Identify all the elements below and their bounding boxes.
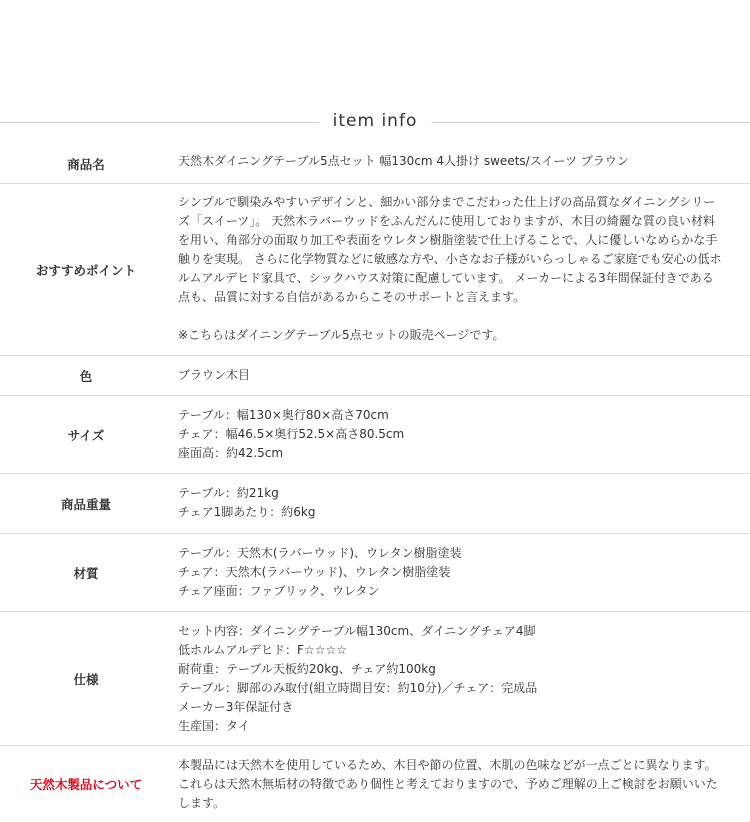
- spec-row-recommend: [0, 184, 750, 356]
- spec-row-natural-wood: [0, 746, 750, 822]
- spec-value: [172, 356, 750, 395]
- spec-value: [172, 396, 750, 473]
- spec-value: [172, 612, 750, 745]
- spec-row-material: [0, 534, 750, 612]
- value-line: ブラウン木目: [178, 368, 251, 382]
- spec-row-size: [0, 396, 750, 474]
- spec-row-specification: [0, 612, 750, 746]
- spec-value: [172, 474, 750, 533]
- spec-table: [0, 144, 750, 822]
- value-line: 天然木ダイニングテーブル5点セット 幅130cm 4人掛け sweets/スイーツ ブラウン: [178, 154, 629, 168]
- value-paragraph: 本製品には天然木を使用しているため、木目や節の位置、木肌の色味などが一点ごとに異なります。 これらは天然木無垢材の特徴であり個性と考えておりますので、予めご理解の上ご検討をお願いいたします。: [178, 758, 718, 810]
- spec-label: おすすめポイント: [35, 262, 137, 278]
- spec-label: 色: [79, 368, 93, 384]
- value-line: セット内容：ダイニングテーブル幅130cm、ダイニングチェア4脚: [178, 624, 536, 638]
- value-line: チェア1脚あたり：約6kg: [178, 505, 316, 519]
- spec-label: 商品重量: [60, 496, 111, 512]
- value-line: チェア座面：ファブリック、ウレタン: [178, 584, 380, 598]
- value-line: テーブル：幅130×奥行80×高さ70cm: [178, 408, 389, 422]
- value-line: メーカー3年保証付き: [178, 700, 294, 714]
- spec-label: サイズ: [67, 427, 105, 443]
- value-line: 耐荷重：テーブル天板約20kg、チェア約100kg: [178, 662, 436, 676]
- spec-label: 材質: [73, 565, 99, 581]
- spec-value: [172, 144, 750, 183]
- spec-value: [172, 746, 750, 822]
- section-title: item info: [319, 110, 432, 132]
- value-line: チェア：天然木(ラバーウッド)、ウレタン樹脂塗装: [178, 565, 451, 579]
- spec-row-weight: [0, 474, 750, 534]
- value-line: 座面高：約42.5cm: [178, 446, 284, 460]
- spec-value: [172, 184, 750, 355]
- spec-value: [172, 534, 750, 611]
- spec-row-product-name: [0, 144, 750, 184]
- value-line: テーブル：脚部のみ取付(組立時間目安：約10分)／チェア：完成品: [178, 681, 538, 695]
- spec-label: 仕様: [73, 671, 99, 687]
- value-line: テーブル：約21kg: [178, 486, 279, 500]
- section-header: [0, 104, 750, 144]
- value-line: 生産国：タイ: [178, 719, 250, 733]
- value-line: チェア：幅46.5×奥行52.5×高さ80.5cm: [178, 427, 405, 441]
- value-note: ※こちらはダイニングテーブル5点セットの販売ページです。: [178, 328, 505, 342]
- spec-label: 商品名: [67, 156, 105, 172]
- value-line: テーブル：天然木(ラバーウッド)、ウレタン樹脂塗装: [178, 546, 462, 560]
- value-paragraph: シンプルで馴染みやすいデザインと、細かい部分までこだわった仕上げの高品質なダイニングシリーズ「スイーツ」。 天然木ラバーウッドをふんだんに使用しておりますが、木目の綺麗な質の良い材料を用い、角部分の面取り加工や表面をウレタン樹脂塗装で仕上げることで、人に優しいなめらかな手触りを実現。 さらに化学物質などに敏感な方や、小さなお子様がいらっしゃるご家庭でも安心の低ホルムアルデヒド家具で、シックハウス対策に配慮しています。 メーカーによる3年間保証付きである点も、品質に対する自信があるからこそのサポートと言えます。: [178, 195, 722, 304]
- value-line: 低ホルムアルデヒド：F☆☆☆☆: [178, 643, 347, 657]
- spec-row-color: [0, 356, 750, 396]
- spec-label: 天然木製品について: [29, 777, 143, 792]
